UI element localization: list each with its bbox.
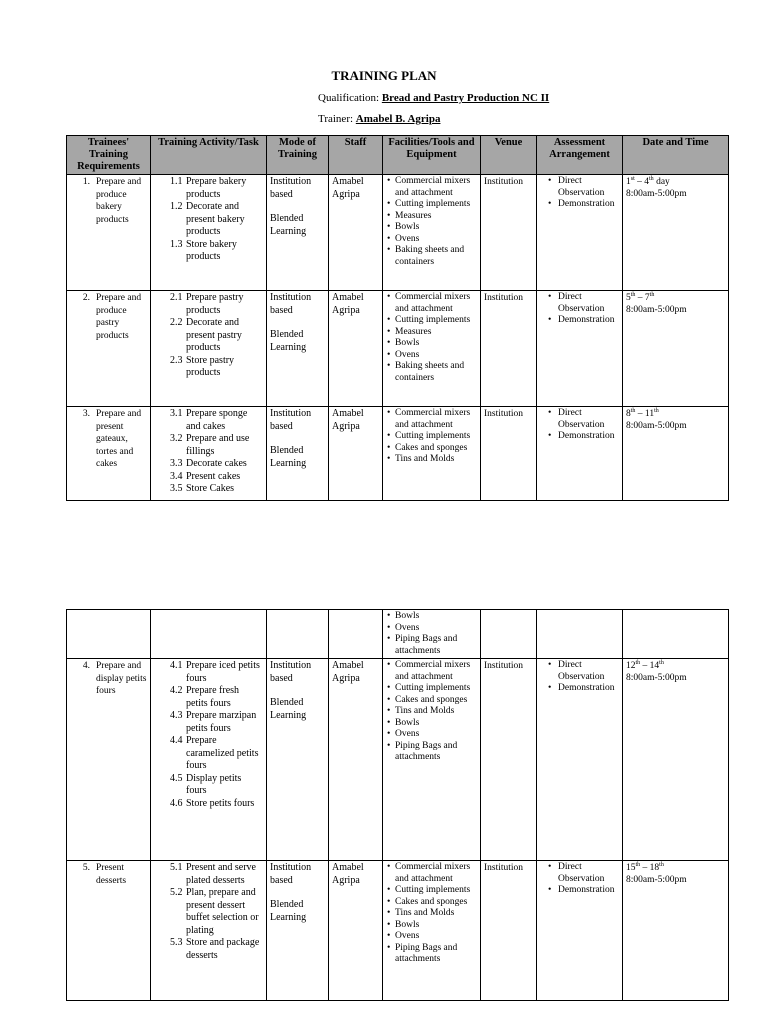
header-assessment: Assessment Arrangement: [537, 136, 623, 175]
list-item: • Measures: [386, 211, 477, 223]
list-item: [170, 239, 263, 264]
activity-cell: [151, 291, 267, 407]
task-text: Store bakery products: [186, 238, 237, 262]
facilities-list: [386, 660, 477, 752]
task-number: 1.2: [170, 201, 183, 212]
header-staff: Staff: [329, 136, 383, 175]
assessment-cell: [537, 407, 623, 501]
list-item: • Demonstration: [540, 885, 619, 897]
requirement-number: 3.: [82, 409, 90, 419]
qualification-line: [318, 92, 549, 104]
staff-cell: Amabel Agripa: [329, 291, 383, 407]
task-text: Prepare fresh petits fours: [186, 685, 240, 709]
mode-cell: [267, 861, 329, 1001]
assessment-cell: [537, 659, 623, 861]
date-range: 8th – 11th: [626, 407, 659, 419]
list-item: • Tins and Molds: [386, 454, 477, 466]
task-text: Decorate and present pastry products: [186, 317, 242, 353]
list-item: • Cakes and sponges: [386, 443, 477, 455]
mode-secondary: Blended Learning: [270, 213, 307, 237]
facilities-tail: attachments: [395, 752, 441, 762]
requirement-cell: [67, 659, 151, 861]
time-range: 8:00am-5:00pm: [626, 673, 687, 683]
task-text: Prepare bakery products: [186, 176, 247, 200]
list-item: [170, 176, 263, 201]
list-item: • Direct Observation: [540, 862, 619, 885]
task-text: Decorate and present bakery products: [186, 201, 245, 237]
list-item: • Demonstration: [540, 683, 619, 695]
list-item: [170, 887, 263, 937]
list-item: [170, 862, 263, 887]
list-item: • Ovens: [386, 729, 477, 741]
list-item: • Bowls: [386, 920, 477, 932]
list-item: [170, 660, 263, 685]
task-number: 2.1: [170, 292, 183, 303]
mode-secondary: Blended Learning: [270, 329, 307, 353]
mode-cell: [267, 175, 329, 291]
task-number: 4.5: [170, 772, 183, 784]
date-time-cell: [623, 175, 729, 291]
staff-cell: Amabel Agripa: [329, 659, 383, 861]
activity-cell: [151, 861, 267, 1001]
task-text: Prepare marzipan petits fours: [186, 710, 257, 734]
task-text: Store petits fours: [186, 797, 255, 809]
task-text: Plan, prepare and present dessert buffet selection or plating: [186, 887, 259, 936]
activity-cell: [151, 407, 267, 501]
assessment-list: [540, 176, 619, 211]
training-plan-table-continued: [66, 609, 729, 1001]
date-range: 1st – 4th day: [626, 175, 670, 187]
list-item: • Ovens: [386, 931, 477, 943]
requirement-cell: [67, 861, 151, 1001]
list-item: • Piping Bags and attachments: [386, 634, 477, 657]
header-trainees-requirements: Trainees' Training Requirements: [67, 136, 151, 175]
task-number: 1.3: [170, 238, 183, 250]
trainer-label: Trainer:: [318, 113, 354, 125]
mode-primary: Institution based: [270, 292, 312, 316]
time-range: 8:00am-5:00pm: [626, 421, 687, 431]
list-item: [170, 292, 263, 317]
requirement-cell: [67, 407, 151, 501]
task-number: 3.3: [170, 458, 183, 469]
list-item: • Tins and Molds: [386, 706, 477, 718]
activity-cell: [151, 659, 267, 861]
table-row: [67, 291, 729, 407]
list-item: • Commercial mixers and attachment: [386, 408, 477, 431]
list-item: • Commercial mixers and attachment: [386, 660, 477, 683]
trainer-value: Amabel B. Agripa: [355, 113, 441, 125]
header-date-time: Date and Time: [623, 136, 729, 175]
list-item: • Bowls: [386, 338, 477, 350]
page-title: TRAINING PLAN: [331, 68, 437, 83]
list-item: [170, 471, 263, 484]
mode-primary: Institution based: [270, 660, 312, 684]
assessment-list: [540, 408, 619, 443]
list-item: • Bowls: [386, 222, 477, 234]
list-item: [170, 458, 263, 471]
assessment-list: [540, 862, 619, 897]
list-item: • Measures: [386, 327, 477, 339]
list-item: • Direct Observation: [540, 408, 619, 431]
venue-cell: Institution: [481, 407, 537, 501]
list-item: [170, 773, 263, 798]
mode-primary: Institution based: [270, 176, 312, 200]
list-item: [170, 937, 263, 962]
requirement-number: 1.: [82, 177, 90, 187]
qualification-value: Bread and Pastry Production NC II: [381, 92, 550, 104]
requirement-text: Prepare and produce bakery products: [96, 177, 142, 225]
table-row: [67, 861, 729, 1001]
facilities-cell: [383, 175, 481, 291]
list-item: • Commercial mixers and attachment: [386, 176, 477, 199]
list-item: • Ovens: [386, 623, 477, 635]
requirement-cell: [67, 291, 151, 407]
list-item: • Commercial mixers and attachment: [386, 292, 477, 315]
mode-primary: Institution based: [270, 408, 312, 432]
list-item: • Direct Observation: [540, 176, 619, 199]
date-range: 12th – 14th: [626, 659, 664, 671]
task-number: 1.1: [170, 176, 183, 187]
requirement-number: 5.: [82, 863, 90, 873]
table-row: [67, 659, 729, 861]
venue-cell: Institution: [481, 291, 537, 407]
date-range: 5th – 7th: [626, 291, 655, 303]
task-number: 2.2: [170, 317, 183, 328]
assessment-list: [540, 292, 619, 327]
date-time-cell: [623, 291, 729, 407]
list-item: [170, 355, 263, 380]
task-text: Prepare caramelized petits fours: [186, 735, 259, 771]
qualification-label: Qualification:: [318, 92, 380, 104]
header-training-activity: Training Activity/Task: [151, 136, 267, 175]
requirement-text: Present desserts: [96, 863, 127, 886]
assessment-cell: [537, 861, 623, 1001]
task-text: Prepare iced petits fours: [186, 660, 260, 684]
task-number: 4.2: [170, 685, 183, 696]
task-number: 5.3: [170, 937, 183, 948]
list-item: • Cutting implements: [386, 199, 477, 211]
task-text: Prepare sponge and cakes: [186, 408, 248, 432]
assessment-list: [540, 660, 619, 695]
trainer-line: [318, 113, 440, 125]
list-item: • Bowls: [386, 611, 477, 623]
facilities-list: [386, 292, 477, 384]
requirement-cell: [67, 175, 151, 291]
requirement-number: 2.: [82, 293, 90, 303]
assessment-cell: [537, 291, 623, 407]
table-row: [67, 175, 729, 291]
task-number: 4.3: [170, 710, 183, 721]
venue-cell: Institution: [481, 659, 537, 861]
date-time-cell: [623, 861, 729, 1001]
list-item: • Cakes and sponges: [386, 897, 477, 909]
list-item: • Cakes and sponges: [386, 695, 477, 707]
venue-cell: Institution: [481, 861, 537, 1001]
requirement-number: 4.: [82, 661, 90, 671]
list-item: • Tins and Molds: [386, 908, 477, 920]
facilities-cell: [383, 291, 481, 407]
list-item: • Cutting implements: [386, 431, 477, 443]
table-row-continuation: [67, 610, 729, 659]
date-time-cell: [623, 407, 729, 501]
list-item: [170, 408, 263, 433]
list-item: [170, 317, 263, 355]
facilities-list: [386, 408, 477, 466]
facilities-cell: [383, 659, 481, 861]
list-item: • Direct Observation: [540, 292, 619, 315]
task-text: Present cakes: [186, 470, 241, 482]
date-range: 15th – 18th: [626, 861, 664, 873]
training-plan-table: [66, 135, 729, 501]
list-item: • Cutting implements: [386, 885, 477, 897]
list-item: • Baking sheets and containers: [386, 245, 477, 268]
task-number: 5.1: [170, 862, 183, 873]
assessment-cell: [537, 175, 623, 291]
task-number: 2.3: [170, 354, 183, 366]
list-item: • Direct Observation: [540, 660, 619, 683]
list-item: [170, 433, 263, 458]
activity-cell: [151, 175, 267, 291]
list-item: • Bowls: [386, 718, 477, 730]
list-item: • Demonstration: [540, 315, 619, 327]
table-header-row: [67, 136, 729, 175]
facilities-cell: [383, 861, 481, 1001]
task-text: Prepare and use fillings: [186, 433, 250, 457]
date-time-cell: [623, 659, 729, 861]
task-text: Store and package desserts: [186, 937, 260, 961]
time-range: 8:00am-5:00pm: [626, 875, 687, 885]
list-item: [170, 710, 263, 735]
mode-secondary: Blended Learning: [270, 445, 307, 469]
facilities-list: [386, 611, 477, 657]
list-item: • Baking sheets and containers: [386, 361, 477, 384]
mode-cell: [267, 407, 329, 501]
task-text: Present and serve plated desserts: [186, 862, 256, 886]
time-range: 8:00am-5:00pm: [626, 305, 687, 315]
facilities-list: [386, 176, 477, 268]
staff-cell: Amabel Agripa: [329, 175, 383, 291]
table-row: [67, 407, 729, 501]
facilities-cell: [383, 407, 481, 501]
list-item: [170, 685, 263, 710]
facilities-list: [386, 862, 477, 966]
task-number: 3.4: [170, 470, 183, 482]
list-item: [170, 201, 263, 239]
task-number: 3.5: [170, 483, 183, 494]
requirement-text: Prepare and produce pastry products: [96, 293, 142, 341]
header-facilities: Facilities/Tools and Equipment: [383, 136, 481, 175]
task-text: Store Cakes: [186, 483, 235, 494]
list-item: [170, 735, 263, 773]
task-number: 5.2: [170, 887, 183, 898]
task-number: 3.2: [170, 433, 183, 444]
list-item: • Commercial mixers and attachment: [386, 862, 477, 885]
staff-cell: Amabel Agripa: [329, 407, 383, 501]
list-item: • Cutting implements: [386, 315, 477, 327]
task-text: Display petits fours: [186, 772, 242, 796]
list-item: • Cutting implements: [386, 683, 477, 695]
header-mode-of-training: Mode of Training: [267, 136, 329, 175]
time-range: 8:00am-5:00pm: [626, 189, 687, 199]
requirement-text: Prepare and display petits fours: [96, 661, 147, 696]
task-text: Decorate cakes: [186, 458, 247, 469]
mode-secondary: Blended Learning: [270, 899, 307, 923]
task-number: 4.1: [170, 660, 183, 671]
list-item: [170, 798, 263, 811]
list-item: • Piping Bags and: [386, 741, 477, 753]
staff-cell: Amabel Agripa: [329, 861, 383, 1001]
header-venue: Venue: [481, 136, 537, 175]
requirement-text: Prepare and present gateaux, tortes and cakes: [96, 409, 142, 469]
mode-secondary: Blended Learning: [270, 697, 307, 721]
mode-cell: [267, 659, 329, 861]
list-item: • Piping Bags and attachments: [386, 943, 477, 966]
task-number: 4.4: [170, 735, 183, 746]
list-item: • Demonstration: [540, 431, 619, 443]
mode-cell: [267, 291, 329, 407]
mode-primary: Institution based: [270, 862, 312, 886]
list-item: • Ovens: [386, 350, 477, 362]
task-text: Prepare pastry products: [186, 292, 244, 316]
task-number: 3.1: [170, 408, 183, 419]
task-number: 4.6: [170, 797, 183, 809]
venue-cell: Institution: [481, 175, 537, 291]
list-item: [170, 483, 263, 496]
list-item: • Ovens: [386, 234, 477, 246]
task-text: Store pastry products: [186, 354, 235, 378]
list-item: • Demonstration: [540, 199, 619, 211]
